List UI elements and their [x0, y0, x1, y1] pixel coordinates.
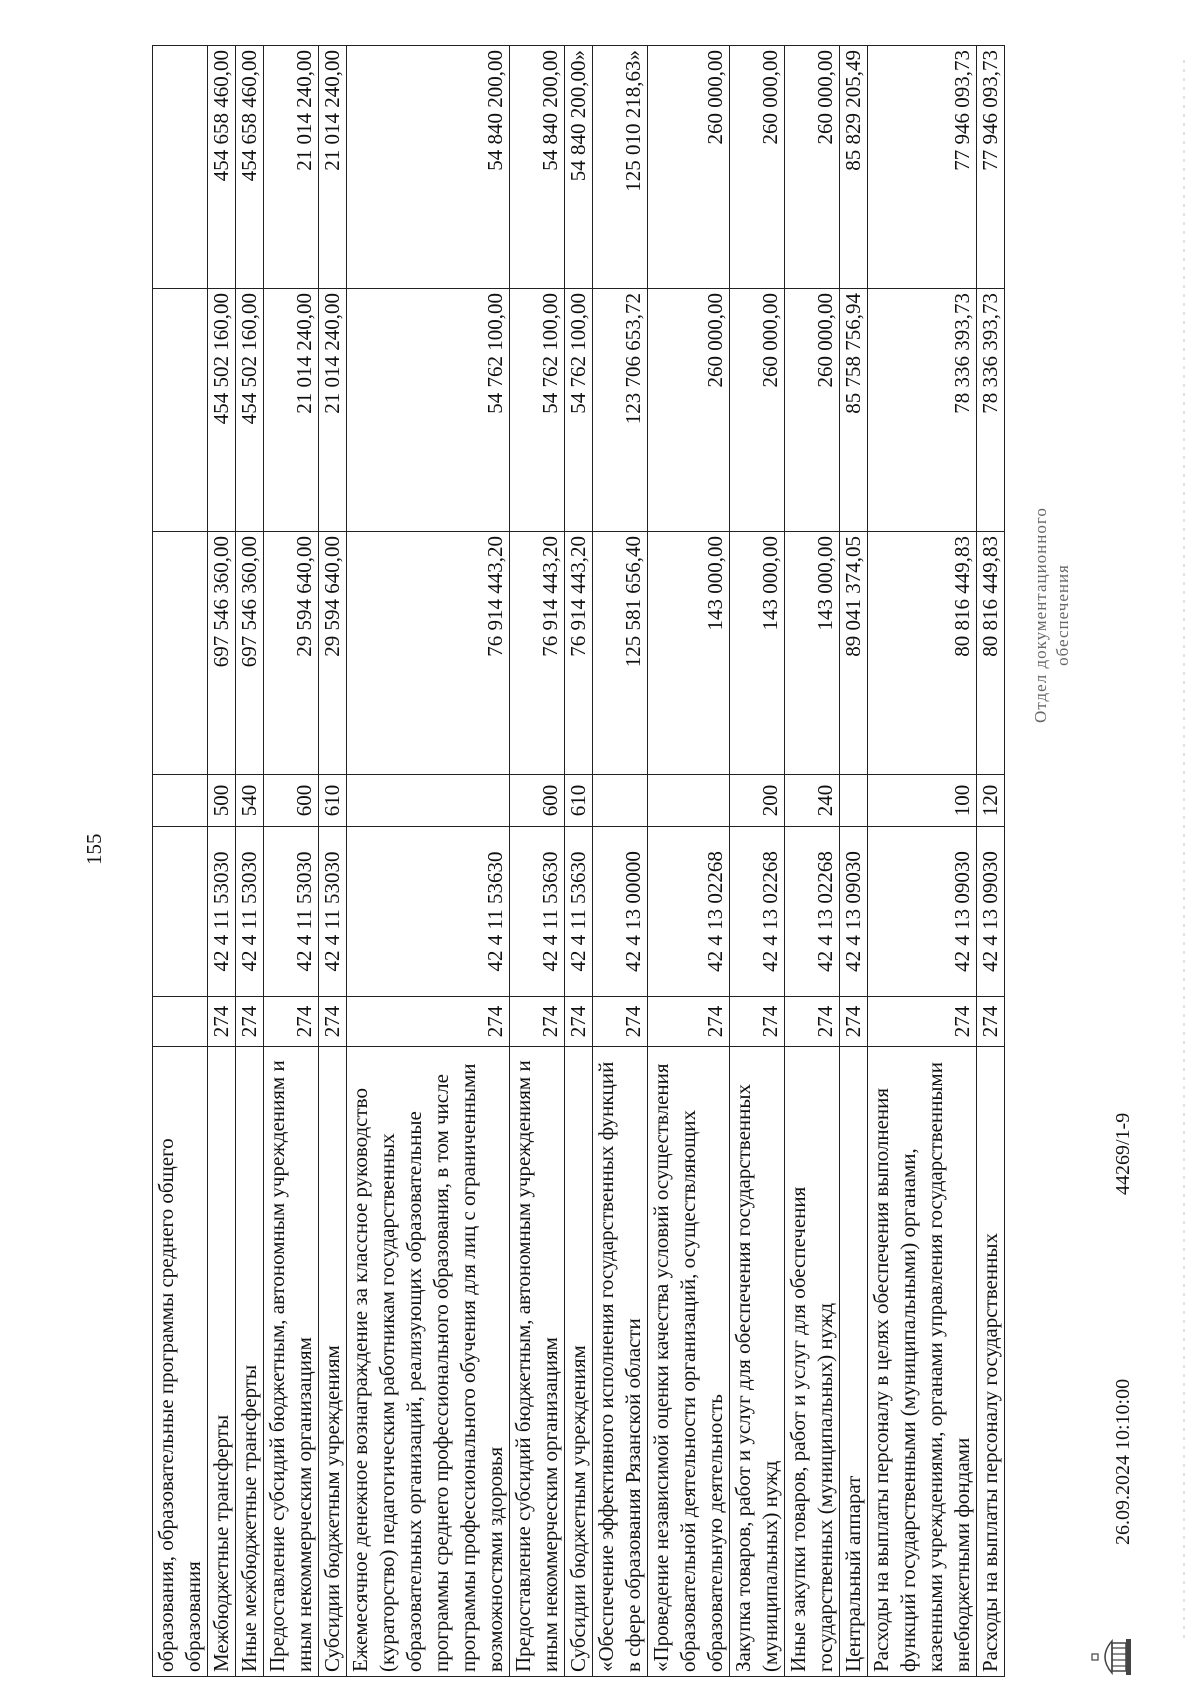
cell-name: Иные закупки товаров, работ и услуг для обеспечения государственных (муниципальных) нужд: [785, 1047, 840, 1677]
cell-vr: 610: [565, 775, 593, 827]
cell-amount-2: 260 000,00: [785, 289, 840, 532]
cell-name: Закупка товаров, работ и услуг для обеспечения государственных (муниципальных) нужд: [730, 1047, 785, 1677]
cell-csr: 42 4 11 53630: [347, 827, 510, 997]
cell-amount-3: 85 829 205,49: [840, 46, 868, 289]
cell-amount-2: 123 706 653,72: [593, 289, 648, 532]
cell-amount-2: 85 758 756,94: [840, 289, 868, 532]
cell-vr: 610: [319, 775, 347, 827]
cell-amount-3: 21 014 240,00: [319, 46, 347, 289]
cell-name: Субсидии бюджетным учреждениям: [319, 1047, 347, 1677]
cell-name: Предоставление субсидий бюджетным, автономным учреждениям и иным некоммерческим организациям: [510, 1047, 565, 1677]
cell-amount-1: 143 000,00: [785, 532, 840, 775]
table-row: [319, 46, 347, 1677]
cell-csr: 42 4 13 09030: [977, 827, 1005, 997]
cell-amount-1: [153, 532, 208, 775]
cell-vr: [648, 775, 730, 827]
cell-amount-2: 54 762 100,00: [565, 289, 593, 532]
cell-vr: 540: [236, 775, 264, 827]
cell-ved: 274: [264, 997, 319, 1047]
cell-amount-2: 260 000,00: [730, 289, 785, 532]
cell-name: «Обеспечение эффективного исполнения государственных функций в сфере образования Рязанской области: [593, 1047, 648, 1677]
cell-vr: 200: [730, 775, 785, 827]
cell-vr: [593, 775, 648, 827]
table-row: [236, 46, 264, 1677]
stamp-line-2: обеспечения: [1053, 564, 1072, 666]
table-row: [510, 46, 565, 1677]
page-number: 155: [82, 833, 106, 865]
cell-amount-3: [153, 46, 208, 289]
cell-ved: [153, 997, 208, 1047]
cell-csr: 42 4 11 53030: [319, 827, 347, 997]
cell-csr: 42 4 11 53630: [565, 827, 593, 997]
cell-amount-1: 143 000,00: [648, 532, 730, 775]
cell-ved: 274: [208, 997, 236, 1047]
cell-csr: 42 4 13 00000: [593, 827, 648, 997]
cell-csr: 42 4 13 09030: [868, 827, 977, 997]
cell-name: Межбюджетные трансферты: [208, 1047, 236, 1677]
cell-amount-1: 29 594 640,00: [319, 532, 347, 775]
cell-name: Расходы на выплаты персоналу государственных: [977, 1047, 1005, 1677]
cell-ved: 274: [730, 997, 785, 1047]
cell-amount-3: 454 658 460,00: [208, 46, 236, 289]
cell-amount-1: 89 041 374,05: [840, 532, 868, 775]
table-row: [347, 46, 510, 1677]
cell-amount-3: 260 000,00: [648, 46, 730, 289]
cell-name: «Проведение независимой оценки качества условий осуществления образовательной деятельности организаций, осуществляющих образовательную деятельность: [648, 1047, 730, 1677]
duma-emblem-icon: [1090, 1637, 1134, 1677]
cell-amount-2: 260 000,00: [648, 289, 730, 532]
cell-amount-2: 78 336 393,73: [868, 289, 977, 532]
cell-amount-1: 143 000,00: [730, 532, 785, 775]
cell-ved: 274: [593, 997, 648, 1047]
cell-name: Расходы на выплаты персоналу в целях обеспечения выполнения функций государственными (муниципальными) органами, казенными учреждениями, органами управления государственными внебюджетными фондами: [868, 1047, 977, 1677]
cell-amount-3: 77 946 093,73: [868, 46, 977, 289]
cell-amount-3: 77 946 093,73: [977, 46, 1005, 289]
cell-ved: 274: [565, 997, 593, 1047]
cell-csr: 42 4 13 09030: [840, 827, 868, 997]
cell-csr: 42 4 11 53630: [510, 827, 565, 997]
cell-amount-2: [153, 289, 208, 532]
cell-amount-2: 454 502 160,00: [208, 289, 236, 532]
cell-csr: 42 4 13 02268: [785, 827, 840, 997]
table-row: [264, 46, 319, 1677]
cell-vr: [347, 775, 510, 827]
cell-name: Субсидии бюджетным учреждениям: [565, 1047, 593, 1677]
cell-amount-2: 21 014 240,00: [264, 289, 319, 532]
stamp-line-1: Отдел документационного: [1031, 507, 1050, 723]
table-row: [593, 46, 648, 1677]
cell-amount-1: 76 914 443,20: [565, 532, 593, 775]
table-row: [648, 46, 730, 1677]
cell-amount-2: 54 762 100,00: [510, 289, 565, 532]
cell-amount-3: 125 010 218,63»: [593, 46, 648, 289]
cell-csr: 42 4 11 53030: [236, 827, 264, 997]
cell-csr: 42 4 13 02268: [730, 827, 785, 997]
cell-vr: 600: [510, 775, 565, 827]
cell-vr: 120: [977, 775, 1005, 827]
cell-amount-2: 21 014 240,00: [319, 289, 347, 532]
table-row: [565, 46, 593, 1677]
cell-amount-1: 29 594 640,00: [264, 532, 319, 775]
cell-amount-2: 54 762 100,00: [347, 289, 510, 532]
cell-amount-1: 80 816 449,83: [977, 532, 1005, 775]
footer-doc-code: 44269/1-9: [1112, 1112, 1134, 1195]
table-row: [977, 46, 1005, 1677]
cell-ved: 274: [510, 997, 565, 1047]
footer-datetime: 26.09.2024 10:10:00: [1112, 1378, 1134, 1545]
cell-amount-1: 697 546 360,00: [208, 532, 236, 775]
cell-amount-1: 80 816 449,83: [868, 532, 977, 775]
cell-amount-1: 76 914 443,20: [347, 532, 510, 775]
cell-name: Предоставление субсидий бюджетным, автономным учреждениям и иным некоммерческим организациям: [264, 1047, 319, 1677]
cell-amount-2: 454 502 160,00: [236, 289, 264, 532]
cell-vr: 100: [868, 775, 977, 827]
table-row: [153, 46, 208, 1677]
cell-ved: 274: [785, 997, 840, 1047]
cell-amount-3: 260 000,00: [785, 46, 840, 289]
cell-amount-3: 54 840 200,00»: [565, 46, 593, 289]
cell-vr: 500: [208, 775, 236, 827]
table-row: [868, 46, 977, 1677]
cell-ved: 274: [648, 997, 730, 1047]
table-row: [840, 46, 868, 1677]
cell-ved: 274: [347, 997, 510, 1047]
table-row: [785, 46, 840, 1677]
table-row: [730, 46, 785, 1677]
cell-ved: 274: [840, 997, 868, 1047]
cell-csr: [153, 827, 208, 997]
cell-amount-3: 454 658 460,00: [236, 46, 264, 289]
cell-name: Иные межбюджетные трансферты: [236, 1047, 264, 1677]
cell-amount-3: 54 840 200,00: [347, 46, 510, 289]
cell-amount-3: 54 840 200,00: [510, 46, 565, 289]
cell-csr: 42 4 11 53030: [264, 827, 319, 997]
cell-vr: 600: [264, 775, 319, 827]
table-row: [208, 46, 236, 1677]
cell-amount-2: 78 336 393,73: [977, 289, 1005, 532]
cell-name: Центральный аппарат: [840, 1047, 868, 1677]
cell-ved: 274: [319, 997, 347, 1047]
cell-amount-1: 76 914 443,20: [510, 532, 565, 775]
cell-amount-1: 125 581 656,40: [593, 532, 648, 775]
cell-amount-3: 21 014 240,00: [264, 46, 319, 289]
cell-vr: [840, 775, 868, 827]
cell-csr: 42 4 13 02268: [648, 827, 730, 997]
department-stamp: [1030, 465, 1074, 765]
cell-amount-3: 260 000,00: [730, 46, 785, 289]
cell-vr: [153, 775, 208, 827]
cell-csr: 42 4 11 53030: [208, 827, 236, 997]
cell-ved: 274: [236, 997, 264, 1047]
cell-ved: 274: [977, 997, 1005, 1047]
cell-name: Ежемесячное денежное вознаграждение за классное руководство (кураторство) педагогическим работникам государственных образовательных организаций, реализующих образовательные программы среднего профессионального образования, в том числе программы профессионального обучения для лиц с ограниченными возможностями здоровья: [347, 1047, 510, 1677]
budget-table: [152, 45, 1005, 1677]
cell-ved: 274: [868, 997, 977, 1047]
cell-amount-1: 697 546 360,00: [236, 532, 264, 775]
cell-vr: 240: [785, 775, 840, 827]
cell-name: образования, образовательные программы среднего общего образования: [153, 1047, 208, 1677]
